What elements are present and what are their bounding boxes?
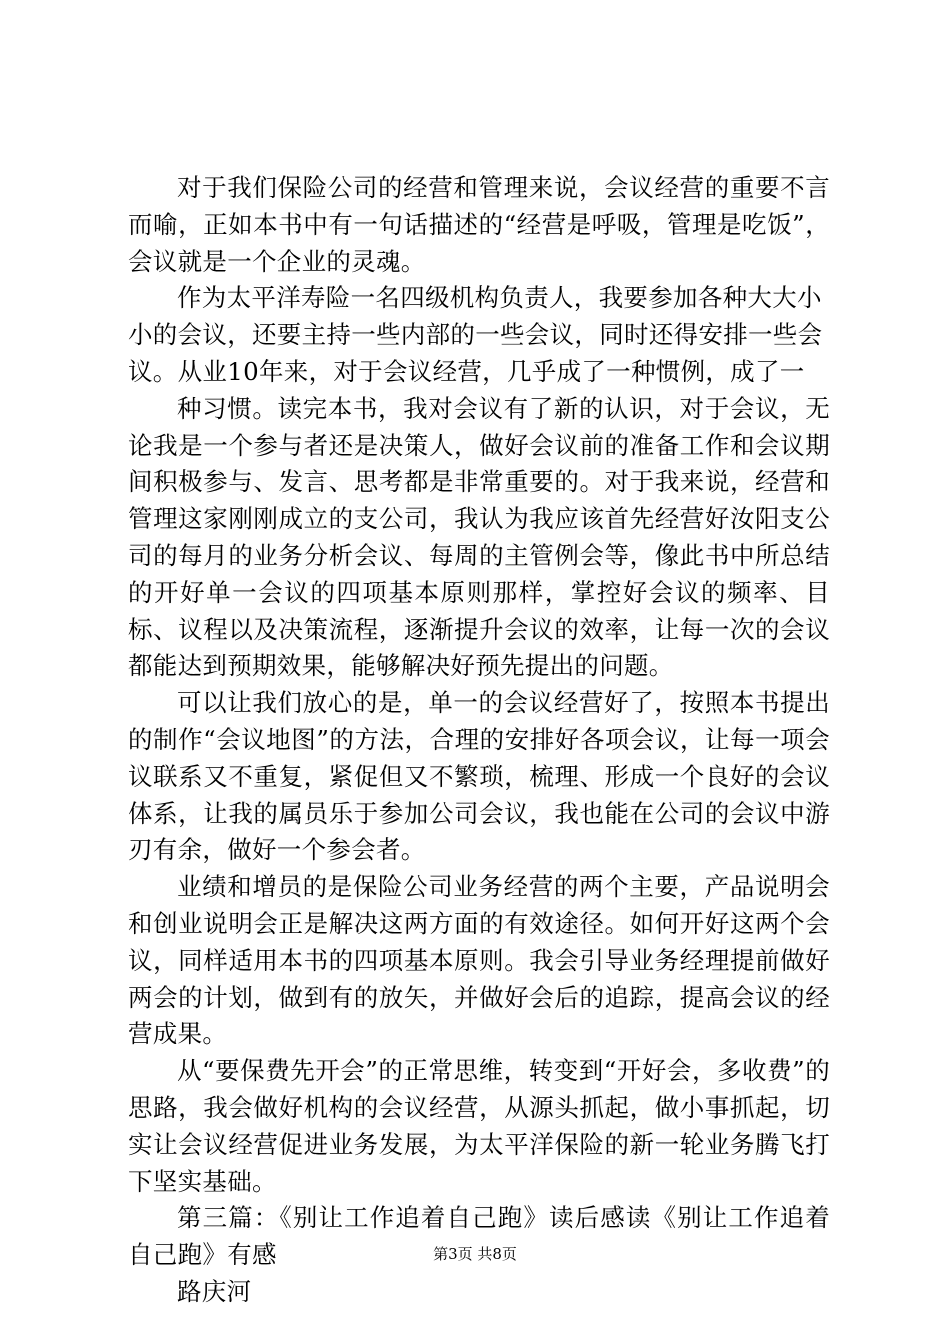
paragraph-3: 种习惯。读完本书，我对会议有了新的认识，对于会议，无论我是一个参与者还是决策人，做好会议前的准备工作和会议期间积极参与、发言、思考都是非常重要的。对于我来说，经营和管理这家刚刚成立的支公司，我认为我应该首先经营好汝阳支公司的每月的业务分析会议、每周的主管例会等，像此书中所总结的开好单一会议的四项基本原则那样，掌控好会议的频率、目标、议程以及决策流程，逐渐提升会议的效率，让每一次的会议都能达到预期效果，能够解决好预先提出的问题。: [128, 393, 830, 681]
paragraph-2: 作为太平洋寿险一名四级机构负责人，我要参加各种大大小小的会议，还要主持一些内部的一些会议，同时还得安排一些会议。从业10年来，对于会议经营，几乎成了一种惯例，成了一: [128, 283, 823, 386]
section-heading: 第三篇：《别让工作追着自己跑》读后感读《别让工作追着自己跑》有感: [128, 1203, 830, 1270]
paragraph-6: 从“要保费先开会”的正常思维，转变到“开好会，多收费”的思路，我会做好机构的会议经营，从源头抓起，做小事抓起，切实让会议经营促进业务发展，为太平洋保险的新一轮业务腾飞打下坚实基础。: [128, 1056, 830, 1196]
paragraph-4: 可以让我们放心的是，单一的会议经营好了，按照本书提出的制作“会议地图”的方法，合理的安排好各项会议，让每一项会议联系又不重复，紧促但又不繁琐，梳理、形成一个良好的会议体系，让我的属员乐于参加公司会议，我也能在公司的会议中游刃有余，做好一个参会者。: [128, 688, 830, 865]
document-body: [128, 170, 830, 1311]
paragraph-1: 对于我们保险公司的经营和管理来说，会议经营的重要不言而喻，正如本书中有一句话描述的“经营是呼吸，管理是吃饭”，会议就是一个企业的灵魂。: [128, 173, 830, 276]
paragraph-5: 业绩和增员的是保险公司业务经营的两个主要，产品说明会和创业说明会正是解决这两方面的有效途径。如何开好这两个会议，同样适用本书的四项基本原则。我会引导业务经理提前做好两会的计划，做到有的放矢，并做好会后的追踪，提高会议的经营成果。: [128, 872, 830, 1049]
page-number-footer: 第3页 共8页: [433, 1245, 517, 1263]
author-name: 路庆河: [177, 1276, 252, 1306]
